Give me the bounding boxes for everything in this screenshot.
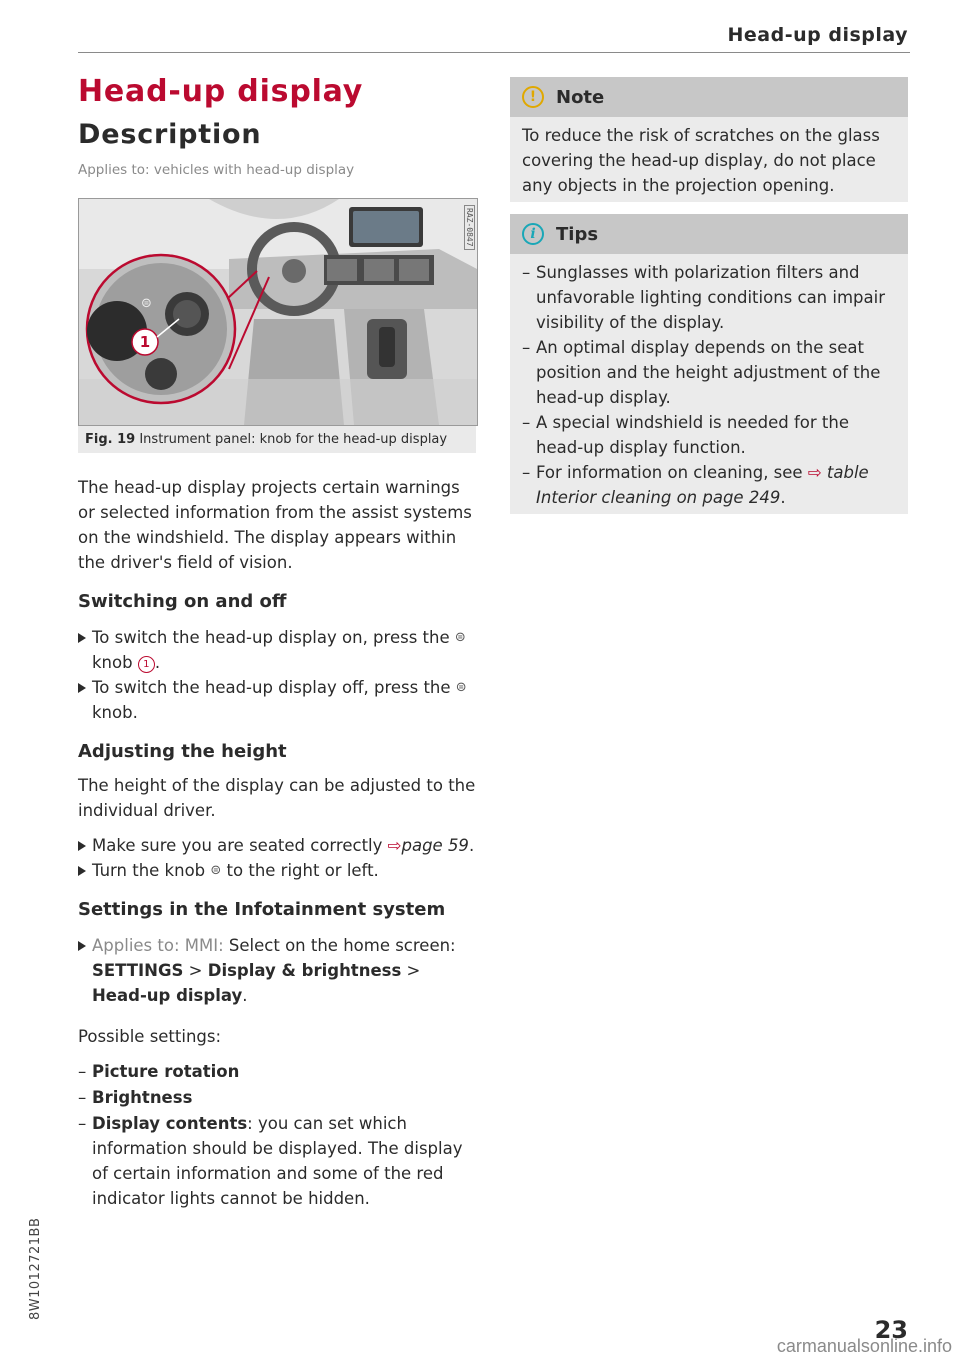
left-column [78, 70, 478, 1211]
settings-list [78, 1059, 478, 1211]
cleaning-text: For information on cleaning, see [536, 463, 803, 482]
svg-text:⊜: ⊜ [141, 296, 152, 311]
infotainment-heading: Settings in the Infotainment system [78, 899, 446, 920]
note-text: To reduce the risk of scratches on the glass covering the head-up display, do not place any objects in the projection opening. [522, 126, 880, 195]
step-seated-text: Make sure you are seated correctly [92, 836, 383, 855]
page-number: 23 [874, 1316, 908, 1344]
right-column [510, 77, 908, 514]
switching-steps [78, 625, 478, 725]
list-item: – Display contents: you can set which information should be displayed. The display of certain information and some of the red indicator lights cannot be hidden. [78, 1111, 478, 1211]
menu-path-hud: Head-up display [92, 986, 243, 1005]
note-label: Note [556, 86, 605, 108]
step-switch-off [78, 675, 478, 725]
figure-caption-label: Fig. 19 [85, 432, 136, 447]
instrument-panel-figure [78, 198, 478, 426]
reference-arrow-icon: ⇨ [387, 836, 402, 855]
warning-icon: ! [522, 86, 544, 108]
menu-path-settings: SETTINGS [92, 961, 184, 980]
height-steps [78, 833, 478, 883]
figure-caption [78, 426, 476, 453]
figure-callout-1: 1 [139, 333, 151, 351]
switching-heading: Switching on and off [78, 591, 287, 612]
height-intro: The height of the display can be adjusted to the individual driver. [78, 776, 476, 820]
step-switch-off-knob: knob. [92, 703, 138, 722]
step-turn-knob-rest: to the right or left. [226, 861, 379, 880]
callout-1-icon: 1 [138, 656, 155, 673]
figure-code: RAZ-0847 [464, 205, 475, 250]
tips-label: Tips [556, 223, 599, 245]
list-item: – Sunglasses with polarization filters and unfavorable lighting conditions can impair visibility of the display. [522, 260, 896, 335]
step-turn-knob [78, 858, 478, 883]
list-item: – For information on cleaning, see ⇨ table Interior cleaning on page 249. [522, 460, 896, 510]
info-icon: i [522, 223, 544, 245]
note-body [510, 117, 908, 202]
list-item: – Picture rotation [78, 1059, 478, 1084]
height-heading: Adjusting the height [78, 741, 287, 762]
note-box [510, 77, 908, 202]
applies-to-text: Applies to: vehicles with head-up display [78, 162, 355, 178]
step-seated: Make sure you are seated correctly ⇨page 59. [78, 833, 478, 858]
infotainment-steps [78, 933, 478, 1008]
step-mmi-text: Select on the home screen: [228, 936, 456, 955]
hud-knob-icon: ⊜ [455, 680, 467, 695]
step-turn-knob-text: Turn the knob [92, 861, 206, 880]
document-code: 8W1012721BB [28, 1217, 43, 1320]
list-item: – Brightness [78, 1085, 478, 1110]
running-header: Head-up display [727, 24, 908, 46]
step-switch-on-text: To switch the head-up display on, press the [92, 628, 450, 647]
possible-settings-label: Possible settings: [78, 1027, 222, 1046]
step-switch-off-text: To switch the head-up display off, press the [92, 678, 451, 697]
list-item: – An optimal display depends on the seat position and the height adjustment of the head-up display. [522, 335, 896, 410]
section-title: Description [78, 119, 262, 150]
watermark: carmanualsonline.info [776, 1336, 952, 1356]
header-rule [78, 52, 910, 53]
applies-mmi-text: Applies to: MMI: [92, 936, 224, 955]
hud-knob-icon: ⊜ [454, 630, 466, 645]
cleaning-reference-link[interactable]: table Interior cleaning on page 249 [536, 463, 869, 507]
page-reference-link[interactable]: page 59 [401, 836, 469, 855]
step-switch-on: To switch the head-up display on, press the ⊜ knob 1 . [78, 625, 478, 675]
tips-box [510, 214, 908, 514]
intro-paragraph: The head-up display projects certain warnings or selected information from the assist systems on the windshield. The display appears within the driver's field of vision. [78, 478, 472, 572]
step-mmi-path: Applies to: MMI: Select on the home screen: SETTINGS > Display & brightness > Head-up display. [78, 933, 478, 1008]
reference-arrow-icon: ⇨ [807, 463, 822, 482]
step-switch-on-knob: knob [92, 653, 133, 672]
list-item: – A special windshield is needed for the head-up display function. [522, 410, 896, 460]
hud-knob-icon: ⊜ [210, 863, 222, 878]
note-header [510, 77, 908, 117]
figure-callouts [79, 199, 477, 425]
menu-path-display: Display & brightness [207, 961, 402, 980]
figure-caption-text: Instrument panel: knob for the head-up display [139, 432, 448, 447]
tips-header [510, 214, 908, 254]
chapter-title: Head-up display [78, 74, 364, 109]
tips-body [510, 254, 908, 514]
